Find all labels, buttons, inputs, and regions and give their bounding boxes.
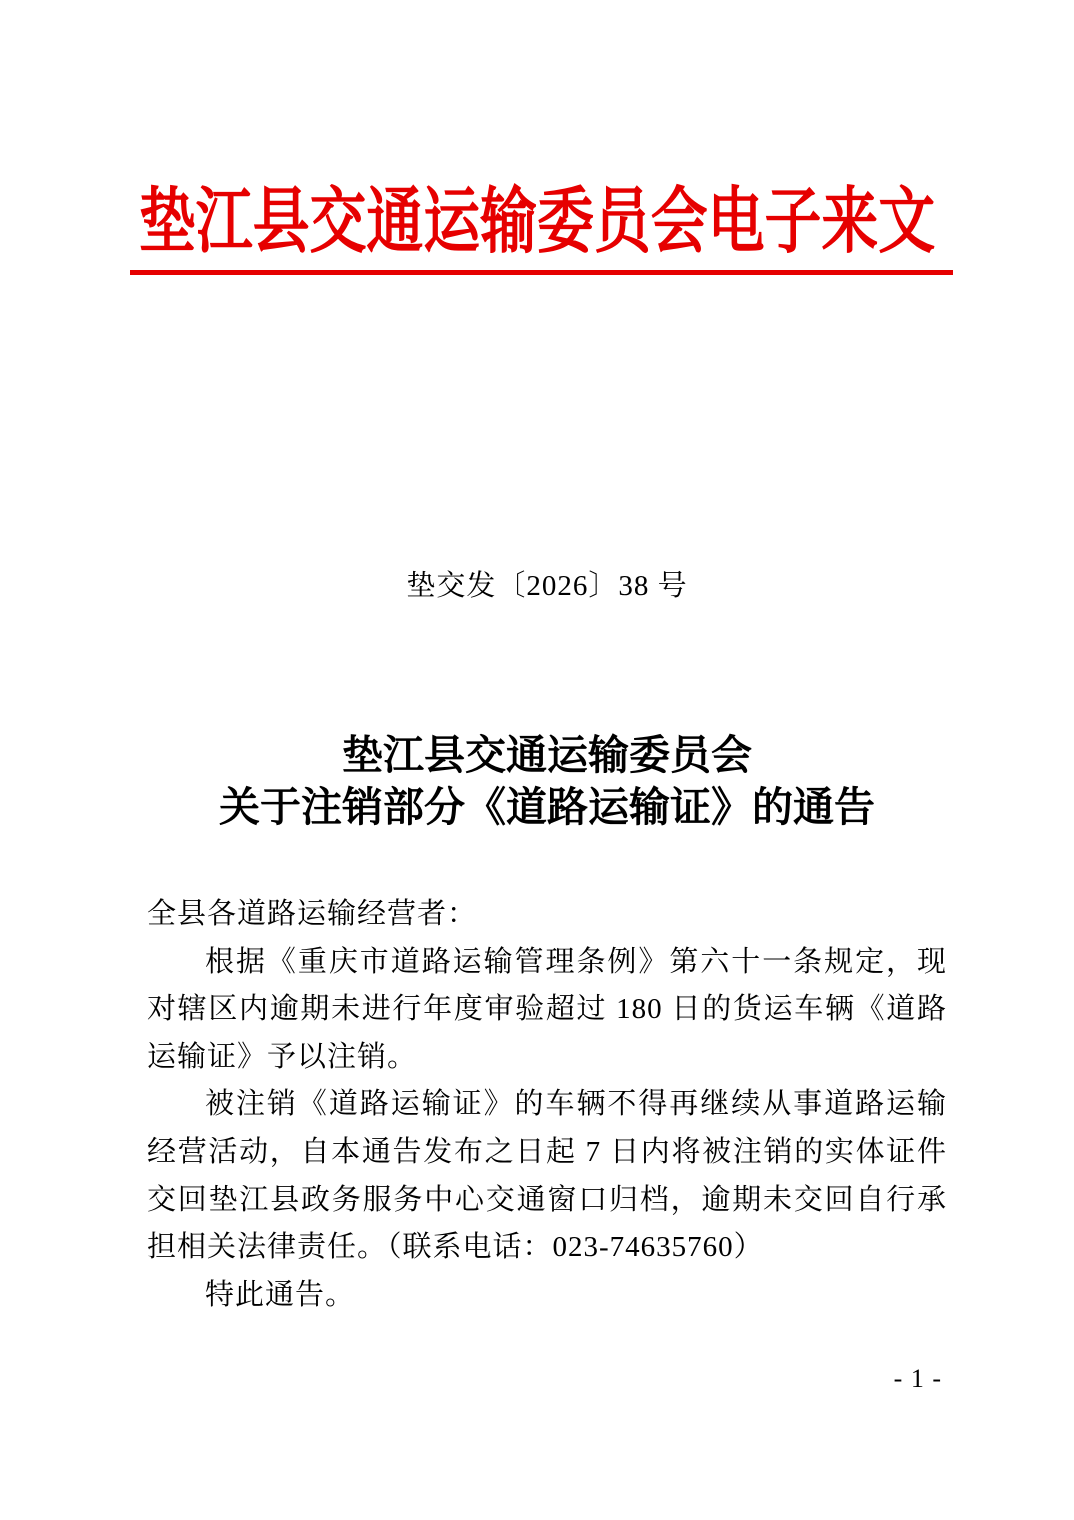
letterhead-banner-title: 垫江县交通运输委员会电子来文 [138, 182, 936, 262]
salutation-line: 全县各道路运输经营者： [147, 898, 478, 930]
body-paragraph-1: 根据《重庆市道路运输管理条例》第六十一条规定，现对辖区内逾期未进行年度审验超过 180 日的货运车辆《道路运输证》予以注销。 [147, 945, 947, 1073]
page-number: - 1 - [893, 1364, 942, 1393]
body-paragraph-3: 特此通告。 [205, 1278, 356, 1311]
document-body [147, 891, 947, 1319]
body-paragraph-2: 被注销《道路运输证》的车辆不得再继续从事道路运输经营活动，自本通告发布之日起 7 日内将被注销的实体证件交回垫江县政务服务中心交通窗口归档，逾期未交回自行承担相关法律责任。（联系电话：023-74635760） [147, 1088, 947, 1264]
document-title-line1: 垫江县交通运输委员会 [342, 732, 752, 778]
document-reference-number: 垫交发〔2026〕38 号 [406, 570, 688, 602]
letterhead-underline [130, 270, 953, 275]
document-title-line2: 关于注销部分《道路运输证》的通告 [219, 784, 875, 830]
document-title [147, 729, 947, 833]
